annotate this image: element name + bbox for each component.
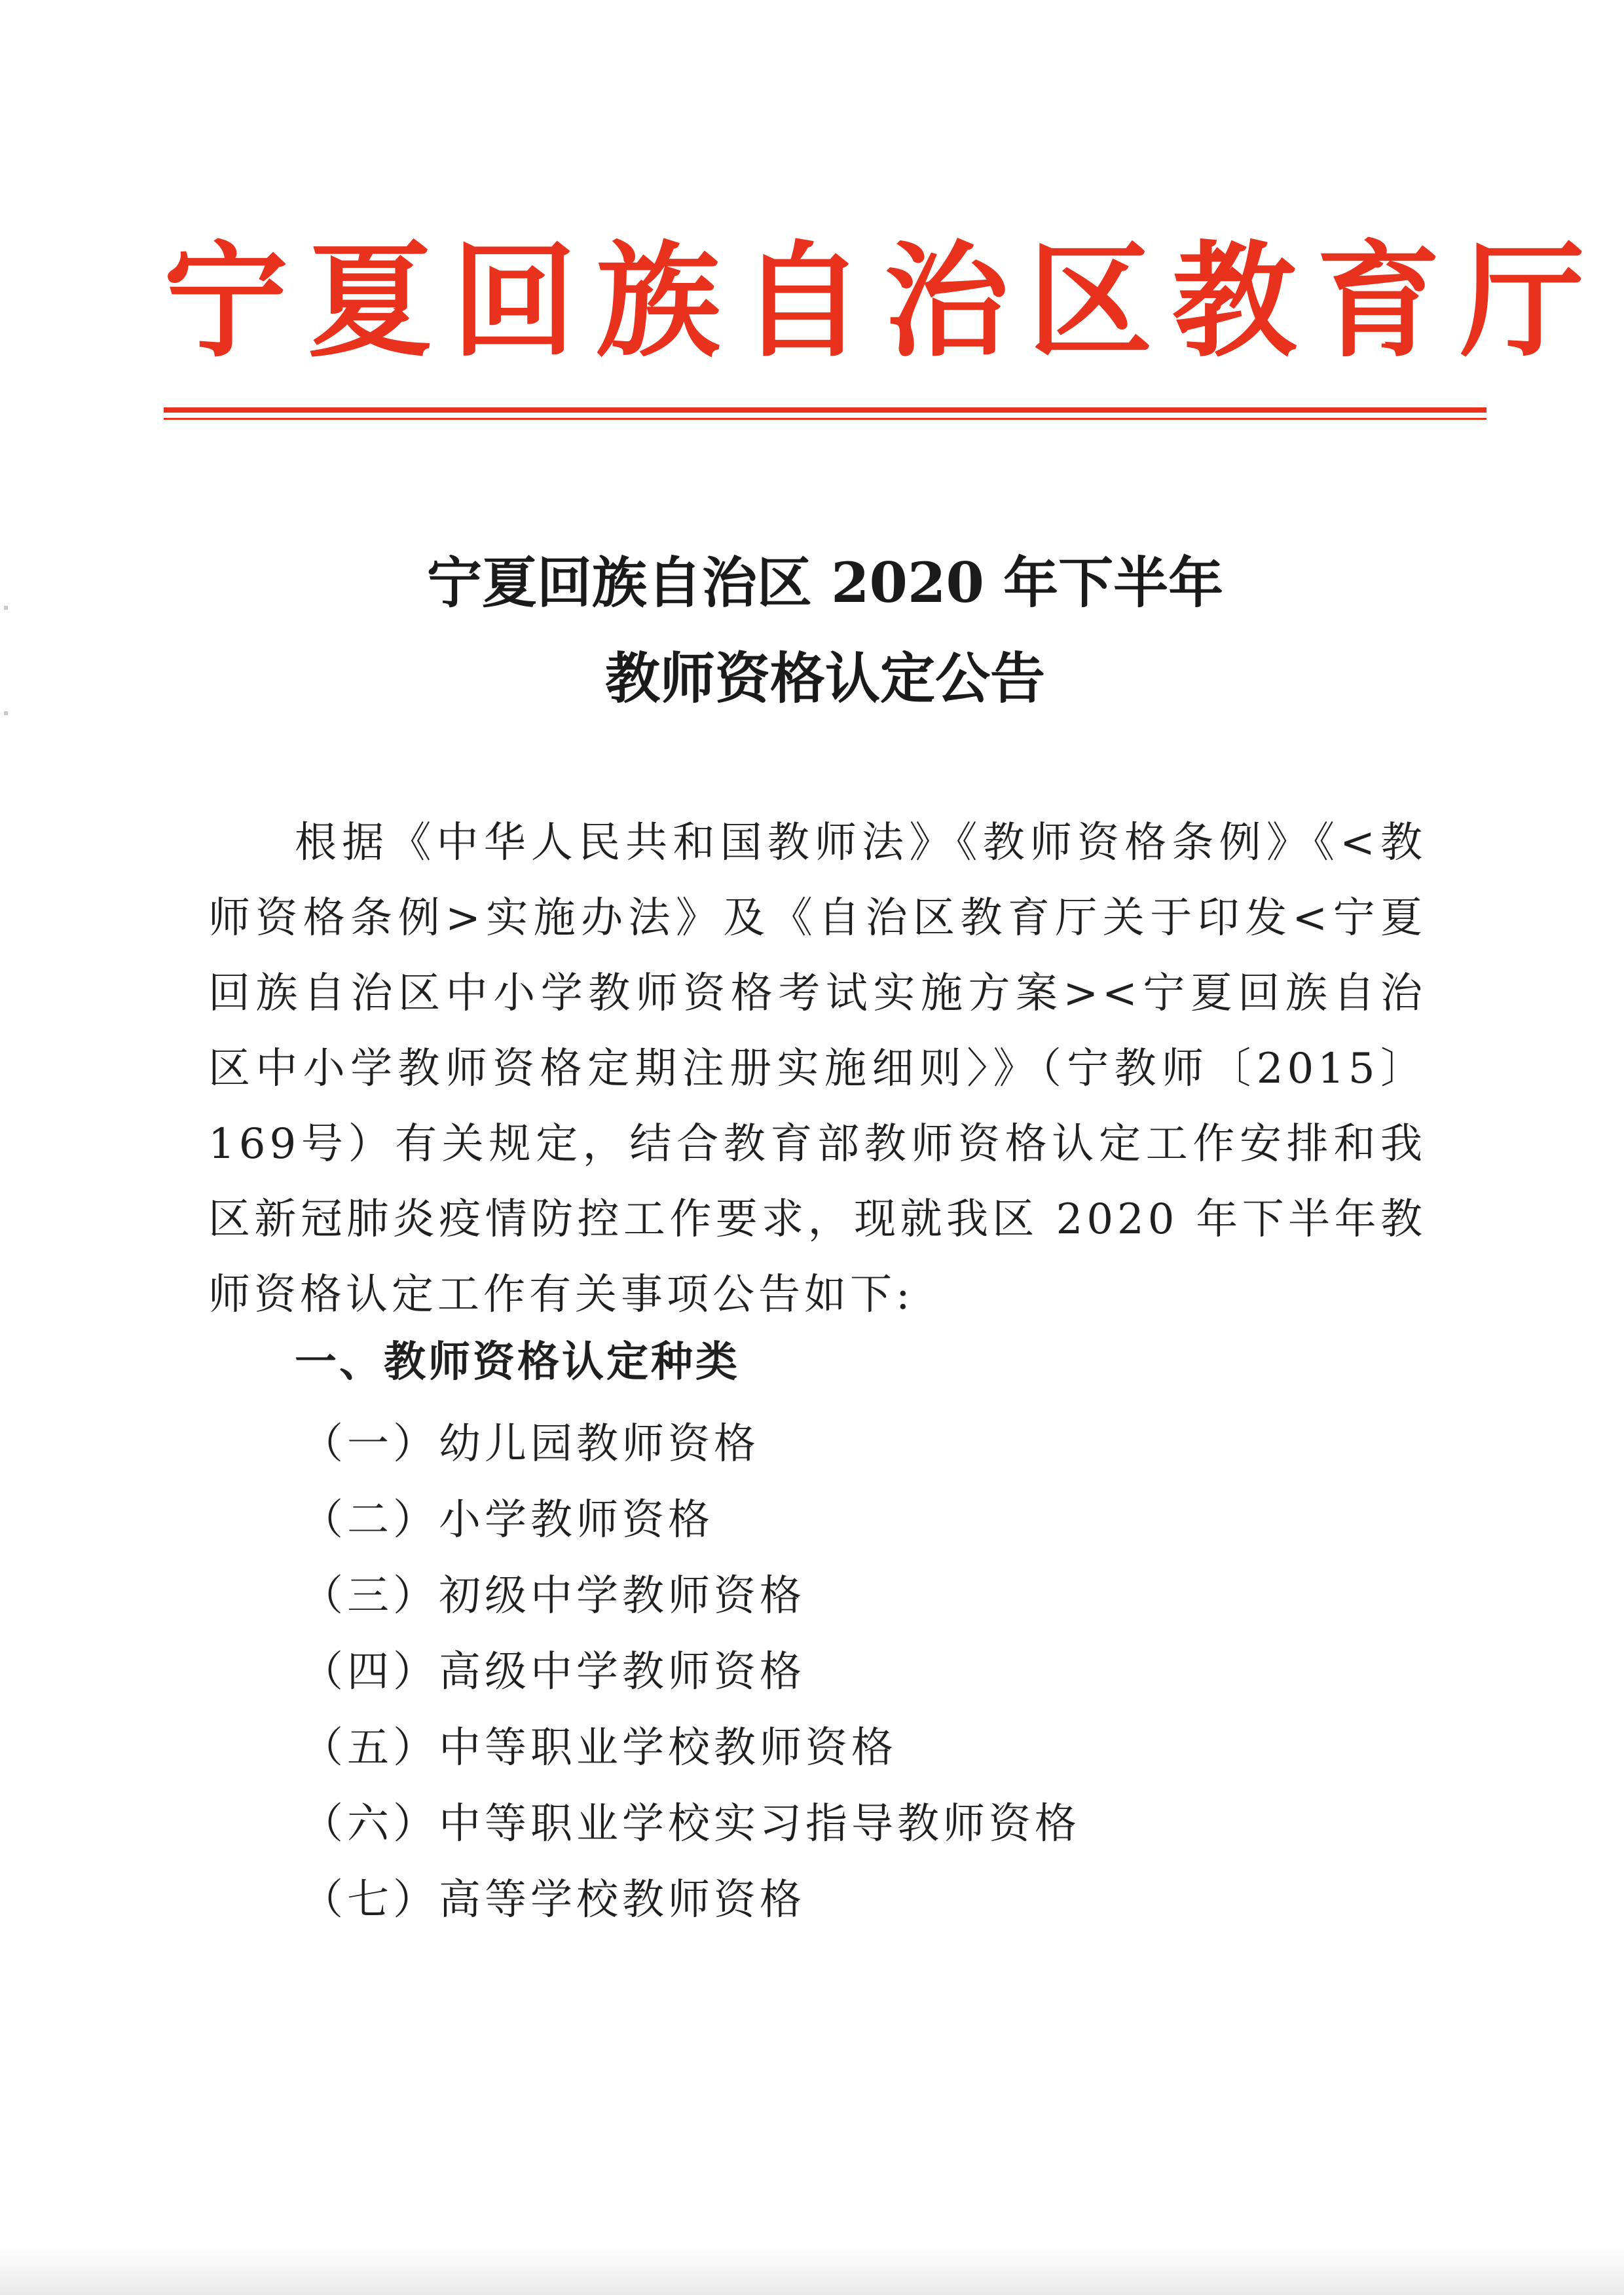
list-item: （四）高级中学教师资格 <box>301 1648 805 1696</box>
scan-artifact <box>4 711 8 715</box>
qualification-list <box>301 1415 1080 1947</box>
section-heading: 一、教师资格认定种类 <box>295 1338 740 1387</box>
document-title-line1: 宁夏回族自治区 2020 年下半年 <box>426 550 1224 615</box>
masthead-issuer: 宁夏回族自治区教育厅 <box>164 228 1605 374</box>
masthead-rule-thick <box>164 407 1486 413</box>
list-item: （二）小学教师资格 <box>301 1496 714 1544</box>
masthead-rule-thin <box>164 418 1486 420</box>
intro-paragraph: 根据《中华人民共和国教师法》《教师资格条例》《<教师资格条例>实施办法》及《自治区教育厅关于印发<宁夏回族自治区中小学教师资格考试实施方案><宁夏回族自治区中小学教师资格定期注册实施细则〉》（宁教师〔2015〕169号）有关规定，结合教育部教师资格认定工作安排和我区新冠肺炎疫情防控工作要求，现就我区 2020 年下半年教师资格认定工作有关事项公告如下: <box>208 819 1426 1319</box>
document-title-line2: 教师资格认定公告 <box>604 646 1045 711</box>
list-item: （六）中等职业学校实习指导教师资格 <box>301 1800 1080 1848</box>
scan-edge-shadow <box>0 2247 1624 2295</box>
scan-artifact <box>4 606 8 610</box>
list-item: （五）中等职业学校教师资格 <box>301 1724 897 1772</box>
list-item: （一）幼儿园教师资格 <box>301 1420 760 1468</box>
list-item: （三）初级中学教师资格 <box>301 1572 805 1620</box>
list-item: （七）高等学校教师资格 <box>301 1876 805 1924</box>
